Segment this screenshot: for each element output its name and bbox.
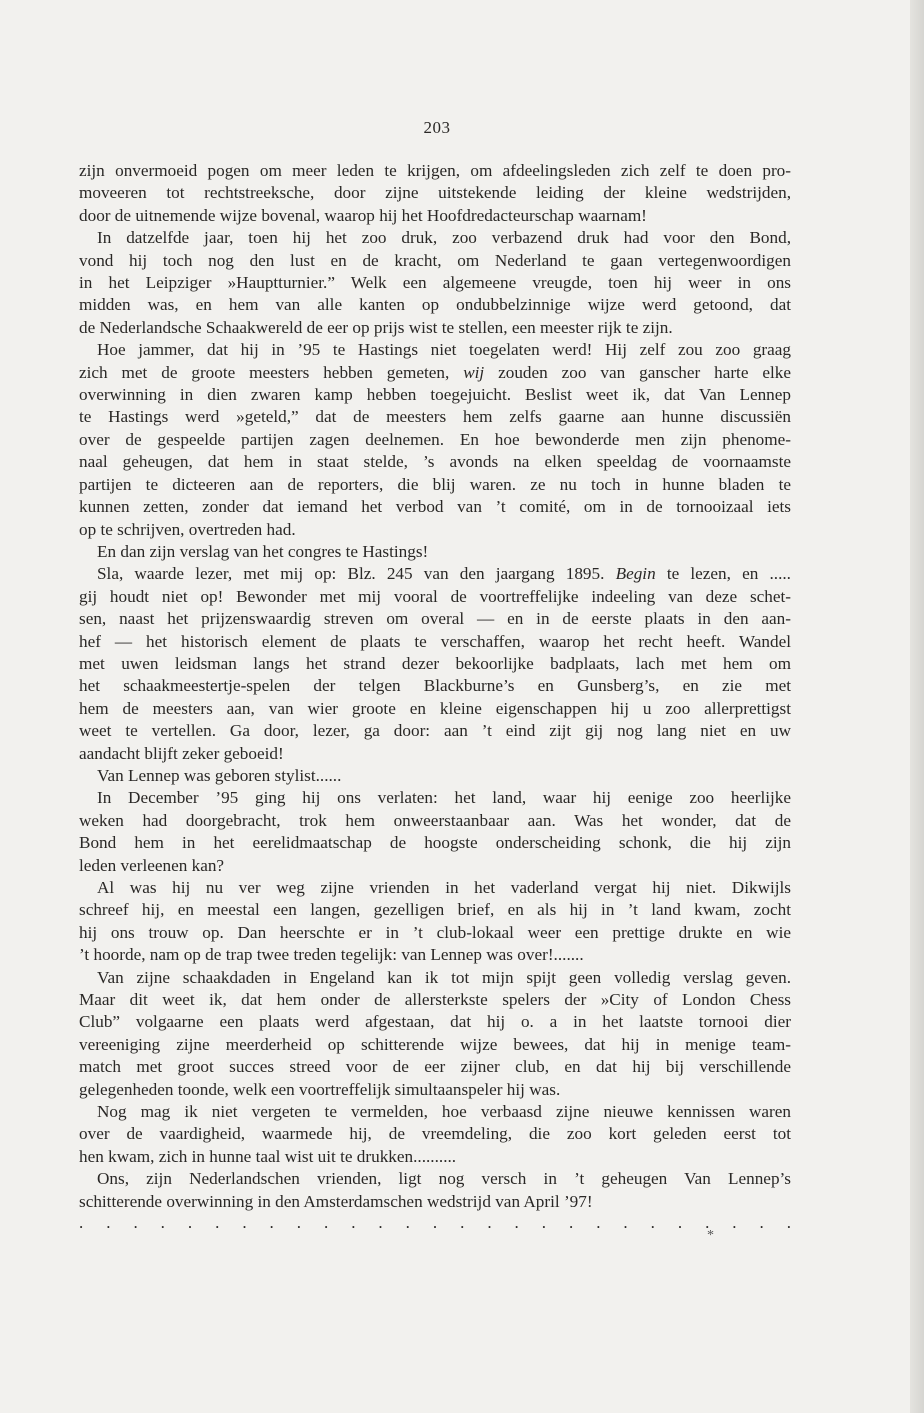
emphasis: wij [463, 362, 485, 382]
line-text: Club” volgaarne een plaats werd afgestaan, dat hij o. a in het laatste tornooi dier [79, 1012, 791, 1032]
text-line [79, 362, 791, 384]
line-text-after: zouden zoo van ganscher harte elke [484, 362, 791, 382]
line-text: hen kwam, zich in hunne taal wist uit te drukken.......... [79, 1146, 457, 1166]
line-text: door de uitnemende wijze bovenal, waarop hij het Hoofdredacteurschap waarnam! [79, 205, 647, 225]
line-text: vereeniging zijne meerderheid op schitterende wijze bewees, dat hij in menige team- [79, 1034, 791, 1054]
text-line [79, 182, 791, 204]
text-line [79, 1146, 791, 1168]
line-text: partijen te dicteeren aan de reporters, die blij waren. ze nu toch in hunne bladen te [79, 474, 791, 494]
line-text: Hoe jammer, dat hij in ’95 te Hastings niet toegelaten werd! Hij zelf zou zoo graag [97, 340, 791, 360]
text-line [79, 787, 791, 809]
text-line [79, 294, 791, 316]
text-line [79, 474, 791, 496]
page-edge [910, 0, 924, 1413]
line-text: Van zijne schaakdaden in Engeland kan ik tot mijn spijt geen volledig verslag geven. [97, 967, 791, 987]
line-text: naal geheugen, dat hem in staat stelde, ’s avonds na elken speeldag de voornaamste [79, 452, 791, 472]
line-text: hem de meesters aan, van wier groote en kleine eigenschappen hij u zoo allerprettigst [79, 698, 791, 718]
text-line [79, 1168, 791, 1190]
text-line [79, 899, 791, 921]
text-line [79, 160, 791, 182]
line-text: Ons, zijn Nederlandschen vrienden, ligt nog versch in ’t geheugen Van Lennep’s [97, 1169, 791, 1189]
line-text: weet te vertellen. Ga door, lezer, ga door: aan ’t eind zijt gij nog lang niet en uw [79, 721, 791, 741]
line-text: schreef hij, en meestal een langen, gezelligen brief, en als hij in ’t land kwam, zocht [79, 900, 791, 920]
text-line [79, 429, 791, 451]
line-text: over de gespeelde partijen zagen deelnemen. En hoe bewonderde men zijn phenome- [79, 429, 791, 449]
text-line [79, 205, 791, 227]
text-line [79, 832, 791, 854]
text-line [79, 855, 791, 877]
line-text: sen, naast het prijzenswaardig streven om overal — en in de eerste plaats in den aan- [79, 609, 791, 629]
text-line [79, 451, 791, 473]
line-text: kunnen zetten, zonder dat iemand het verbod van ’t comité, om in de tornooizaal iets [79, 497, 791, 517]
text-line [79, 653, 791, 675]
text-line [79, 339, 791, 361]
line-text: In December ’95 ging hij ons verlaten: het land, waar hij eenige zoo heerlijke [97, 788, 791, 808]
line-text: Van Lennep was geboren stylist...... [97, 765, 342, 785]
text-line [79, 743, 791, 765]
text-line [79, 1123, 791, 1145]
line-text: aandacht blijft zeker geboeid! [79, 743, 284, 763]
text-line [79, 496, 791, 518]
text-line [79, 1011, 791, 1033]
line-text: hij ons trouw op. Dan heerschte er in ’t club-lokaal weer een prettige drukte en wie [79, 922, 791, 942]
text-line [79, 406, 791, 428]
text-line [79, 227, 791, 249]
line-text: En dan zijn verslag van het congres te Hastings! [97, 541, 429, 561]
line-text: het schaakmeestertje-spelen der telgen Blackburne’s en Gunsberg’s, en zie met [79, 676, 791, 696]
line-text: op te schrijven, overtreden had. [79, 519, 296, 539]
text-line [79, 765, 791, 787]
line-text: weken had doorgebracht, trok hem onweerstaanbaar aan. Was het wonder, dat de [79, 810, 791, 830]
text-line [79, 675, 791, 697]
body-text [79, 160, 791, 1213]
line-text: leden verleenen kan? [79, 855, 225, 875]
line-text: hef — het historisch element de plaats te verschaffen, waarop het recht heeft. Wandel [79, 631, 791, 651]
text-line [79, 541, 791, 563]
text-line [79, 810, 791, 832]
text-line [79, 922, 791, 944]
line-text: match met groot succes streed voor de eer zijner club, en dat hij bij verschillende [79, 1057, 791, 1077]
line-text: te Hastings werd »geteld,” dat de meesters hem zelfs gaarne aan hunne discussiën [79, 407, 791, 427]
line-text: gij houdt niet op! Bewonder met mij vooral de voortreffelijke indeeling van deze schet- [79, 586, 791, 606]
text-line [79, 519, 791, 541]
text-line [79, 317, 791, 339]
text-line [79, 250, 791, 272]
text-line [79, 1079, 791, 1101]
line-text: zich met de groote meesters hebben gemeten, [79, 362, 464, 382]
line-text-after: te lezen, en ..... [655, 564, 791, 584]
text-line [79, 272, 791, 294]
text-line [79, 720, 791, 742]
text-line [79, 698, 791, 720]
line-text: Sla, waarde lezer, met mij op: Blz. 245 van den jaargang 1895. [97, 564, 616, 584]
line-text: schitterende overwinning in den Amsterdamschen wedstrijd van April ’97! [79, 1191, 593, 1211]
text-line [79, 608, 791, 630]
separator-dots: . . . . . . . . . . . . . . . . . . . . . . . . . . . [79, 1213, 791, 1232]
line-text: in het Leipziger »Hauptturnier.” Welk een algemeene vreugde, toen hij weer in ons [79, 273, 791, 293]
line-text: Maar dit weet ik, dat hem onder de allersterkste spelers der »City of London Chess [79, 990, 791, 1010]
line-text: Al was hij nu ver weg zijne vrienden in het vaderland vergat hij niet. Dikwijls [97, 878, 791, 897]
text-line [79, 631, 791, 653]
emphasis: Begin [615, 564, 656, 584]
text-line [79, 877, 791, 899]
line-text: zijn onvermoeid pogen om meer leden te krijgen, om afdeelingsleden zich zelf te doen pro- [79, 161, 791, 180]
line-text: In datzelfde jaar, toen hij het zoo druk, zoo verbazend druk had voor den Bond, [97, 228, 791, 248]
text-line [79, 1034, 791, 1056]
text-line [79, 989, 791, 1011]
text-line [79, 1191, 791, 1213]
line-text: moveeren tot rechtstreeksche, door zijne uitstekende leiding der kleine wedstrijden, [79, 183, 791, 203]
footnote-asterisk: * [707, 1228, 714, 1243]
line-text: vond hij toch nog den lust en de kracht, om Nederland te gaan vertegenwoordigen [79, 250, 791, 270]
text-line [79, 1101, 791, 1123]
text-line [79, 384, 791, 406]
text-line [79, 563, 791, 585]
line-text: ’t hoorde, nam op de trap twee treden tegelijk: van Lennep was over!....... [79, 945, 584, 965]
line-text: midden was, en hem van alle kanten op ondubbelzinnige wijze werd getoond, dat [79, 295, 791, 315]
line-text: met uwen leidsman langs het strand dezer bekoorlijke badplaats, lach met hem om [79, 653, 791, 673]
line-text: over de vaardigheid, waarmede hij, de vreemdeling, die zoo kort geleden eerst tot [79, 1124, 791, 1144]
page-number: 203 [423, 118, 451, 137]
line-text: Bond hem in het eerelidmaatschap de hoogste onderscheiding schonk, die hij zijn [79, 833, 791, 853]
line-text: gelegenheden toonde, welk een voortreffelijk simultaanspeler hij was. [79, 1079, 561, 1099]
line-text: overwinning in dien zwaren kamp hebben toegejuicht. Beslist weet ik, dat Van Lennep [79, 385, 791, 405]
text-line [79, 1056, 791, 1078]
text-line [79, 586, 791, 608]
line-text: de Nederlandsche Schaakwereld de eer op prijs wist te stellen, een meester rijk te zijn. [79, 317, 673, 337]
text-line [79, 944, 791, 966]
line-text: Nog mag ik niet vergeten te vermelden, hoe verbaasd zijne nieuwe kennissen waren [97, 1102, 791, 1122]
text-line [79, 967, 791, 989]
